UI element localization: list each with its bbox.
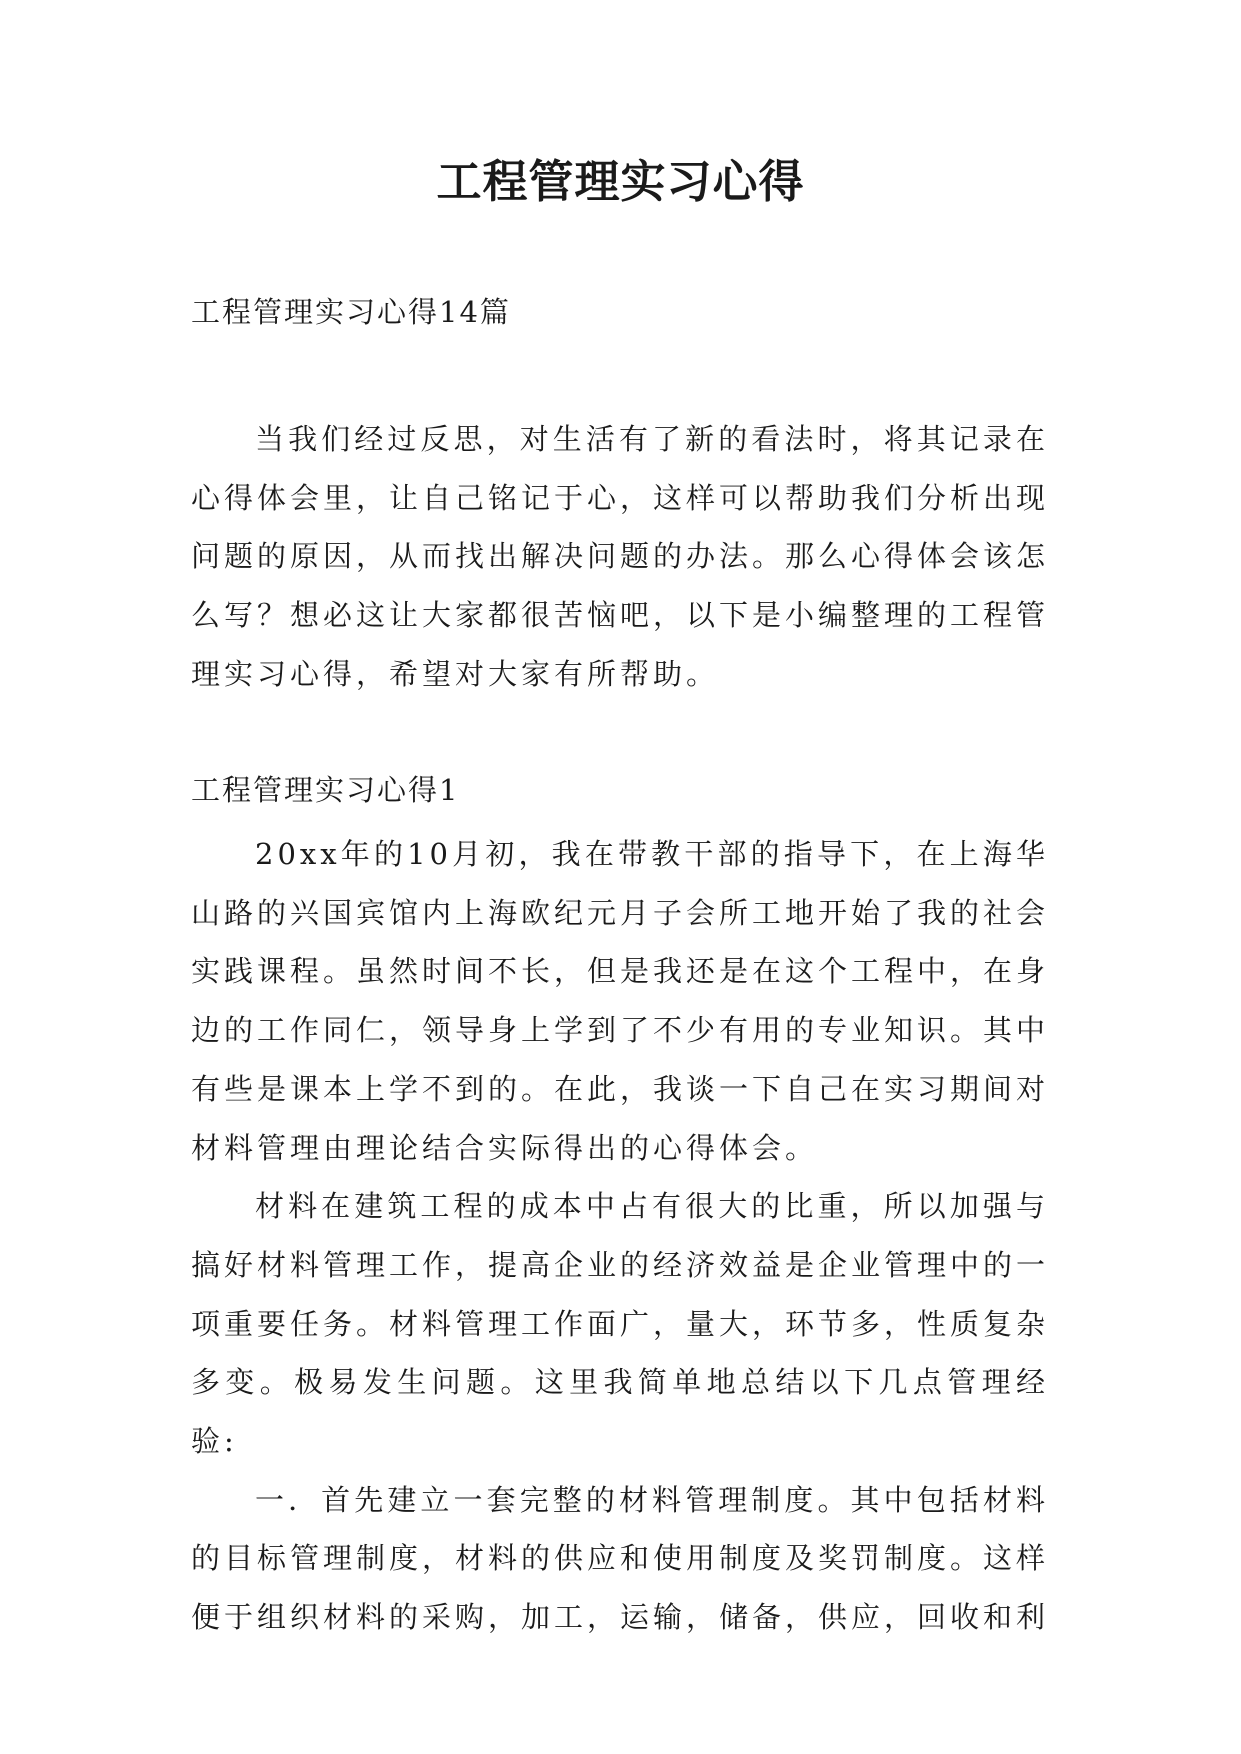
body-paragraph: 材料在建筑工程的成本中占有很大的比重，所以加强与搞好材料管理工作，提高企业的经济效益是企业管理中的一项重要任务。材料管理工作面广，量大，环节多，性质复杂多变。极易发生问题。这里我简单地总结以下几点管理经验: bbox=[191, 1189, 1050, 1459]
intro-paragraph: 当我们经过反思，对生活有了新的看法时，将其记录在心得体会里，让自己铭记于心，这样可以帮助我们分析出现问题的原因，从而找出解决问题的办法。那么心得体会该怎么写？想必这让大家都很苦恼吧，以下是小编整理的工程管理实习心得，希望对大家有所帮助。 bbox=[191, 422, 1050, 691]
body-paragraph: 20xx年的10月初，我在带教干部的指导下，在上海华山路的兴国宾馆内上海欧纪元月子会所工地开始了我的社会实践课程。虽然时间不长，但是我还是在这个工程中，在身边的工作同仁，领导身上学到了不少有用的专业知识。其中有些是课本上学不到的。在此，我谈一下自己在实习期间对材料管理由理论结合实际得出的心得体会。 bbox=[191, 837, 1050, 1165]
intro-block bbox=[191, 410, 1049, 704]
section-heading: 工程管理实习心得1 bbox=[191, 773, 460, 807]
section-body bbox=[191, 825, 1049, 1647]
document-subtitle: 工程管理实习心得14篇 bbox=[191, 295, 511, 329]
document-title: 工程管理实习心得 bbox=[436, 155, 805, 208]
body-paragraph: 一．首先建立一套完整的材料管理制度。其中包括材料的目标管理制度，材料的供应和使用制度及奖罚制度。这样便于组织材料的采购，加工，运输，储备，供应，回收和利 bbox=[191, 1482, 1050, 1635]
